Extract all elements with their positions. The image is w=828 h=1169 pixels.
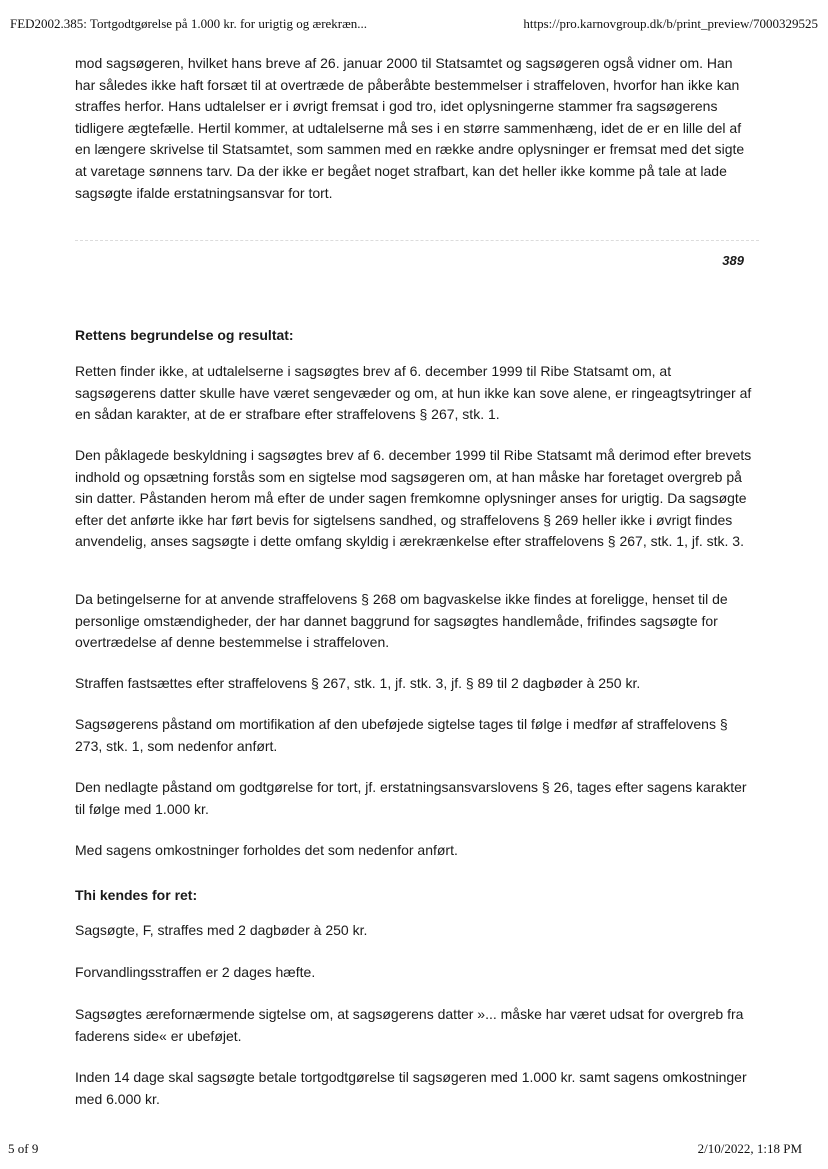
reasons-paragraph-7	[75, 840, 755, 862]
print-footer	[0, 1141, 828, 1161]
paragraph-text: Straffen fastsættes efter straffelovens § 267, stk. 1, jf. stk. 3, jf. § 89 til 2 dagbøder à 250 kr.	[75, 675, 641, 691]
reasons-paragraph-6	[75, 777, 755, 820]
paragraph-text: mod sagsøgeren, hvilket hans breve af 26. januar 2000 til Statsamtet og sagsøgeren også vidner om. Han har således ikke haft forsæt til at overtræde de påberåbte bestemmelser i straffeloven, hvorfor han ikke kan straffes herfor. Hans udtalelser er i øvrigt fremsat i god tro, idet oplysningerne stammer fra sagsøgerens tidligere ægtefælle. Hertil kommer, at udtalelserne må ses i en større sammenhæng, idet de er en lille del af en længere skrivelse til Statsamtet, som sammen med en række andre oplysninger er fremsat med det sigte at varetage sønnens tarv. Da der ikke er begået noget strafbart, kan det heller ikke komme på tale at lade sagsøgte ifalde erstatningsansvar for tort.	[75, 55, 745, 201]
document-title: FED2002.385: Tortgodtgørelse på 1.000 kr. for urigtig og ærekræn...	[10, 16, 368, 31]
paragraph-text: Da betingelserne for at anvende straffelovens § 268 om bagvaskelse ikke findes at foreligge, henset til de personlige omstændigheder, der har dannet baggrund for sagsøgtes handlemåde, frifindes sagsøgte for overtrædelse af denne bestemmelse i straffeloven.	[75, 591, 728, 651]
verdict-paragraph-4	[75, 1067, 755, 1110]
section-heading-reasons: Rettens begrundelse og resultat:	[75, 327, 294, 343]
reasons-paragraph-3	[75, 589, 755, 654]
verdict-paragraph-2	[75, 962, 755, 984]
paragraph-text: Den nedlagte påstand om godtgørelse for tort, jf. erstatningsansvarslovens § 26, tages efter sagens karakter til følge med 1.000 kr.	[75, 779, 747, 817]
paragraph-text: Den påklagede beskyldning i sagsøgtes brev af 6. december 1999 til Ribe Statsamt må derimod efter brevets indhold og opsætning forstås som en sigtelse mod sagsøgeren om, at han måske har foretaget overgreb på sin datter. Påstanden herom må efter de under sagen fremkomne oplysninger anses for urigtig. Da sagsøgte efter det anførte ikke har ført bevis for sigtelsens sandhed, og straffelovens § 269 heller ikke i øvrigt findes anvendelig, anses sagsøgte i dette omfang skyldig i ærekrænkelse efter straffelovens § 267, stk. 1, jf. stk. 3.	[75, 447, 752, 550]
print-header	[0, 16, 828, 36]
continued-paragraph	[75, 53, 755, 204]
reasons-paragraph-1	[75, 361, 755, 426]
paragraph-text: Sagsøgtes ærefornærmende sigtelse om, at sagsøgerens datter »... måske har været udsat for overgreb fra faderens side« er ubeføjet.	[75, 1006, 744, 1044]
page-url: https://pro.karnovgroup.dk/b/print_preview/7000329525	[523, 16, 818, 31]
verdict-paragraph-1	[75, 920, 755, 942]
page-number: 389	[722, 253, 744, 268]
print-timestamp: 2/10/2022, 1:18 PM	[697, 1141, 802, 1156]
verdict-paragraph-3	[75, 1004, 755, 1047]
paragraph-text: Inden 14 dage skal sagsøgte betale tortgodtgørelse til sagsøgeren med 1.000 kr. samt sagens omkostninger med 6.000 kr.	[75, 1069, 747, 1107]
paragraph-text: Retten finder ikke, at udtalelserne i sagsøgtes brev af 6. december 1999 til Ribe Statsamt om, at sagsøgerens datter skulle have været sengevæder og om, at hun ikke kan sove alene, er ringeagtsytringer af en sådan karakter, at de er strafbare efter straffelovens § 267, stk. 1.	[75, 363, 752, 423]
reasons-paragraph-4	[75, 673, 755, 695]
page-counter: 5 of 9	[8, 1141, 39, 1156]
paragraph-text: Med sagens omkostninger forholdes det som nedenfor anført.	[75, 842, 458, 858]
section-heading-verdict: Thi kendes for ret:	[75, 887, 198, 903]
paragraph-text: Forvandlingsstraffen er 2 dages hæfte.	[75, 964, 316, 980]
page-break-divider	[75, 240, 759, 241]
paragraph-text: Sagsøgte, F, straffes med 2 dagbøder à 250 kr.	[75, 922, 368, 938]
paragraph-text: Sagsøgerens påstand om mortifikation af den ubeføjede sigtelse tages til følge i medfør af straffelovens § 273, stk. 1, som nedenfor anført.	[75, 716, 728, 754]
reasons-paragraph-5	[75, 714, 755, 757]
reasons-paragraph-2	[75, 445, 755, 553]
